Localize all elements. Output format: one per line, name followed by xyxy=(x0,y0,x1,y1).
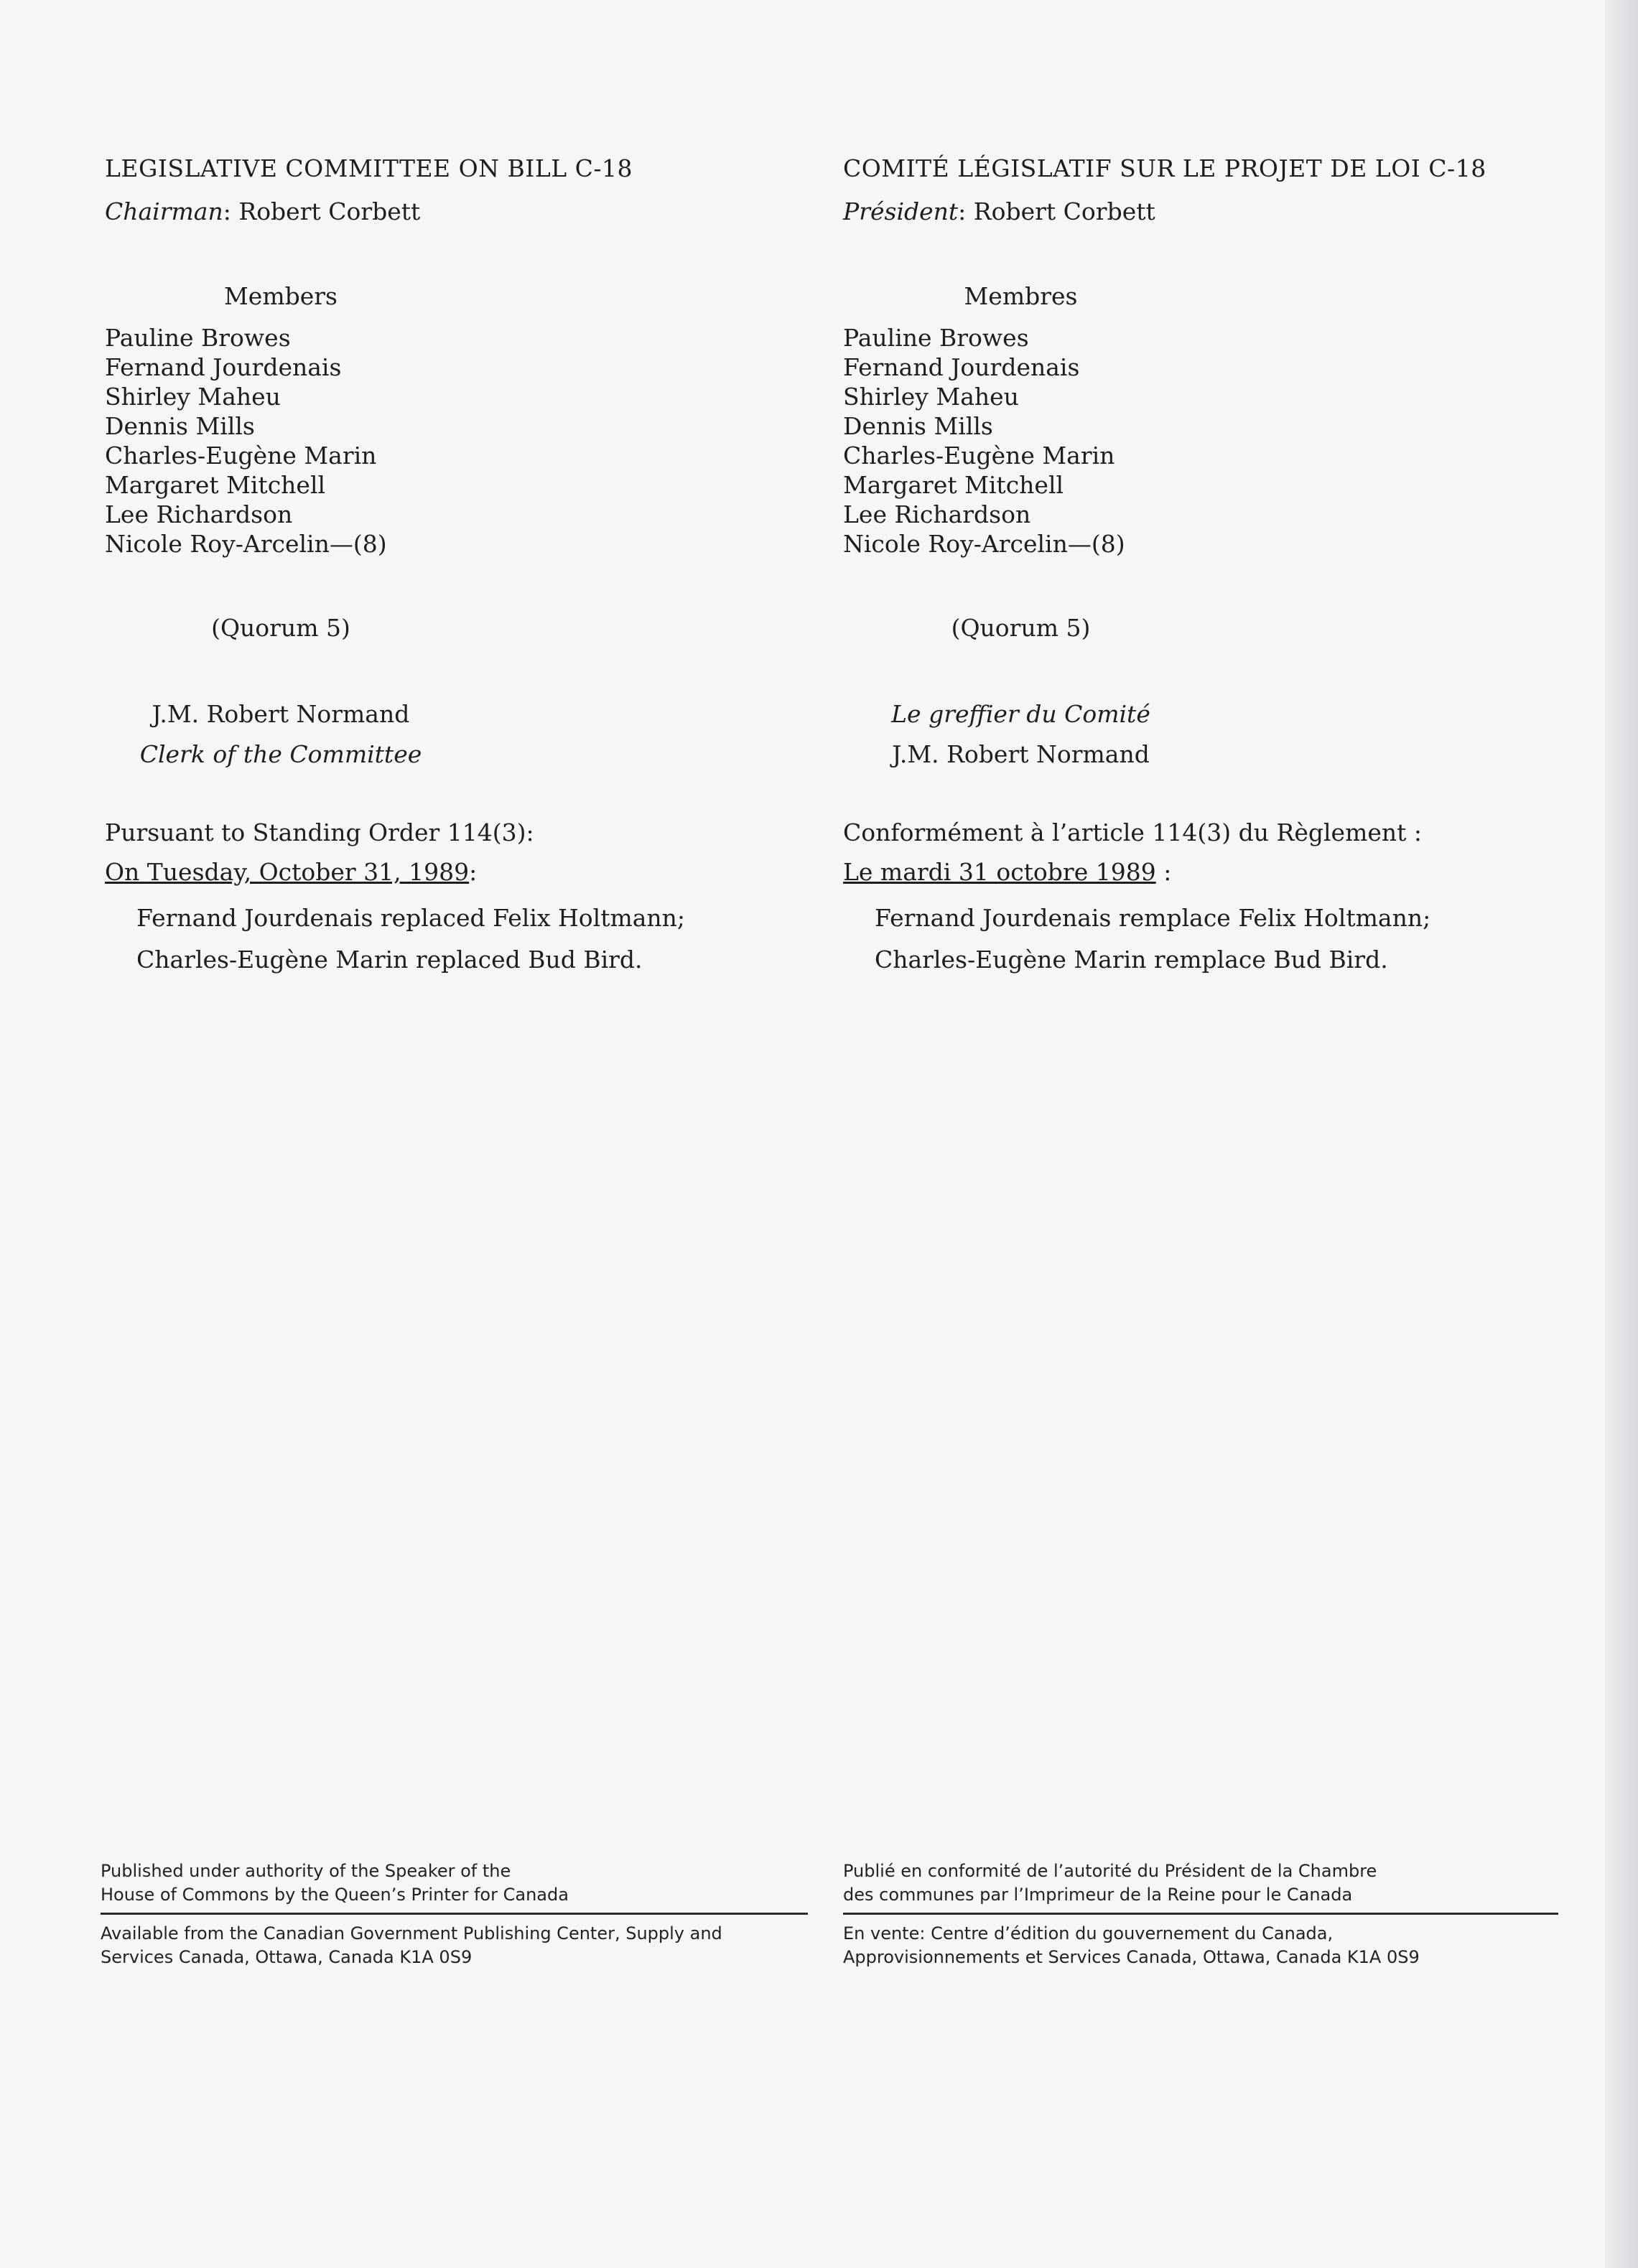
member-item: Shirley Maheu xyxy=(843,383,1019,411)
member-item: Nicole Roy-Arcelin—(8) xyxy=(843,530,1125,558)
meeting-date: Le mardi 31 octobre 1989 xyxy=(843,858,1156,886)
published-line: Published under authority of the Speaker of the xyxy=(101,1861,511,1881)
published-line: House of Commons by the Queen’s Printer for Canada xyxy=(101,1885,569,1905)
date-line xyxy=(843,858,1171,886)
clerk-name: J.M. Robert Normand xyxy=(892,740,1150,768)
replacement-list xyxy=(875,897,1430,981)
member-item: Charles-Eugène Marin xyxy=(105,442,377,470)
member-item: Nicole Roy-Arcelin—(8) xyxy=(105,530,387,558)
chair-name: : Robert Corbett xyxy=(223,197,421,225)
footer-rule xyxy=(101,1913,808,1915)
replacement-item: Charles-Eugène Marin remplace Bud Bird. xyxy=(875,946,1388,974)
standing-order-line: Conformément à l’article 114(3) du Règlement : xyxy=(843,818,1423,846)
clerk-name: J.M. Robert Normand xyxy=(152,700,410,728)
date-suffix: : xyxy=(469,858,478,886)
availability-line: En vente: Centre d’édition du gouvernement du Canada, xyxy=(843,1923,1334,1943)
replacement-item: Charles-Eugène Marin replaced Bud Bird. xyxy=(136,946,643,974)
replacement-item: Fernand Jourdenais remplace Felix Holtmann; xyxy=(875,904,1431,932)
replacement-list xyxy=(136,897,685,981)
member-item: Dennis Mills xyxy=(843,412,993,440)
quorum: (Quorum 5) xyxy=(951,614,1091,642)
member-item: Fernand Jourdenais xyxy=(105,353,342,381)
french-footer xyxy=(843,1859,1558,1969)
member-item: Shirley Maheu xyxy=(105,383,281,411)
availability-line: Services Canada, Ottawa, Canada K1A 0S9 xyxy=(101,1947,473,1967)
member-item: Lee Richardson xyxy=(843,500,1031,528)
published-line: des communes par l’Imprimeur de la Reine pour le Canada xyxy=(843,1885,1353,1905)
member-list xyxy=(843,323,1125,559)
chair-role: Chairman xyxy=(105,197,223,225)
meeting-date: On Tuesday, October 31, 1989 xyxy=(105,858,470,886)
quorum: (Quorum 5) xyxy=(211,614,350,642)
member-item: Margaret Mitchell xyxy=(105,471,326,499)
chair-role: Président xyxy=(843,197,959,225)
clerk-title: Clerk of the Committee xyxy=(139,740,422,768)
member-item: Lee Richardson xyxy=(105,500,293,528)
clerk-block xyxy=(105,694,457,775)
committee-title: COMITÉ LÉGISLATIF SUR LE PROJET DE LOI C-18 xyxy=(843,154,1486,182)
chair-line xyxy=(843,197,1155,225)
member-item: Fernand Jourdenais xyxy=(843,353,1080,381)
committee-title: LEGISLATIVE COMMITTEE ON BILL C-18 xyxy=(105,154,633,182)
member-item: Dennis Mills xyxy=(105,412,255,440)
member-item: Charles-Eugène Marin xyxy=(843,442,1115,470)
standing-order-line: Pursuant to Standing Order 114(3): xyxy=(105,818,534,846)
date-suffix: : xyxy=(1155,858,1172,886)
footer-rule xyxy=(843,1913,1558,1915)
member-list xyxy=(105,323,387,559)
member-item: Pauline Browes xyxy=(843,324,1029,352)
member-item: Pauline Browes xyxy=(105,324,291,352)
replacement-item: Fernand Jourdenais replaced Felix Holtmann; xyxy=(136,904,686,932)
chair-name: : Robert Corbett xyxy=(958,197,1155,225)
members-heading: Members xyxy=(224,282,338,310)
chair-line xyxy=(105,197,420,225)
clerk-block xyxy=(843,694,1199,775)
published-line: Publié en conformité de l’autorité du Président de la Chambre xyxy=(843,1861,1377,1881)
members-heading: Membres xyxy=(964,282,1078,310)
member-item: Margaret Mitchell xyxy=(843,471,1064,499)
availability-line: Available from the Canadian Government Publishing Center, Supply and xyxy=(101,1923,722,1943)
availability-line: Approvisionnements et Services Canada, Ottawa, Canada K1A 0S9 xyxy=(843,1947,1420,1967)
page-edge-shadow xyxy=(1605,0,1638,2268)
date-line xyxy=(105,858,477,886)
english-footer xyxy=(101,1859,808,1969)
clerk-title: Le greffier du Comité xyxy=(891,700,1150,728)
